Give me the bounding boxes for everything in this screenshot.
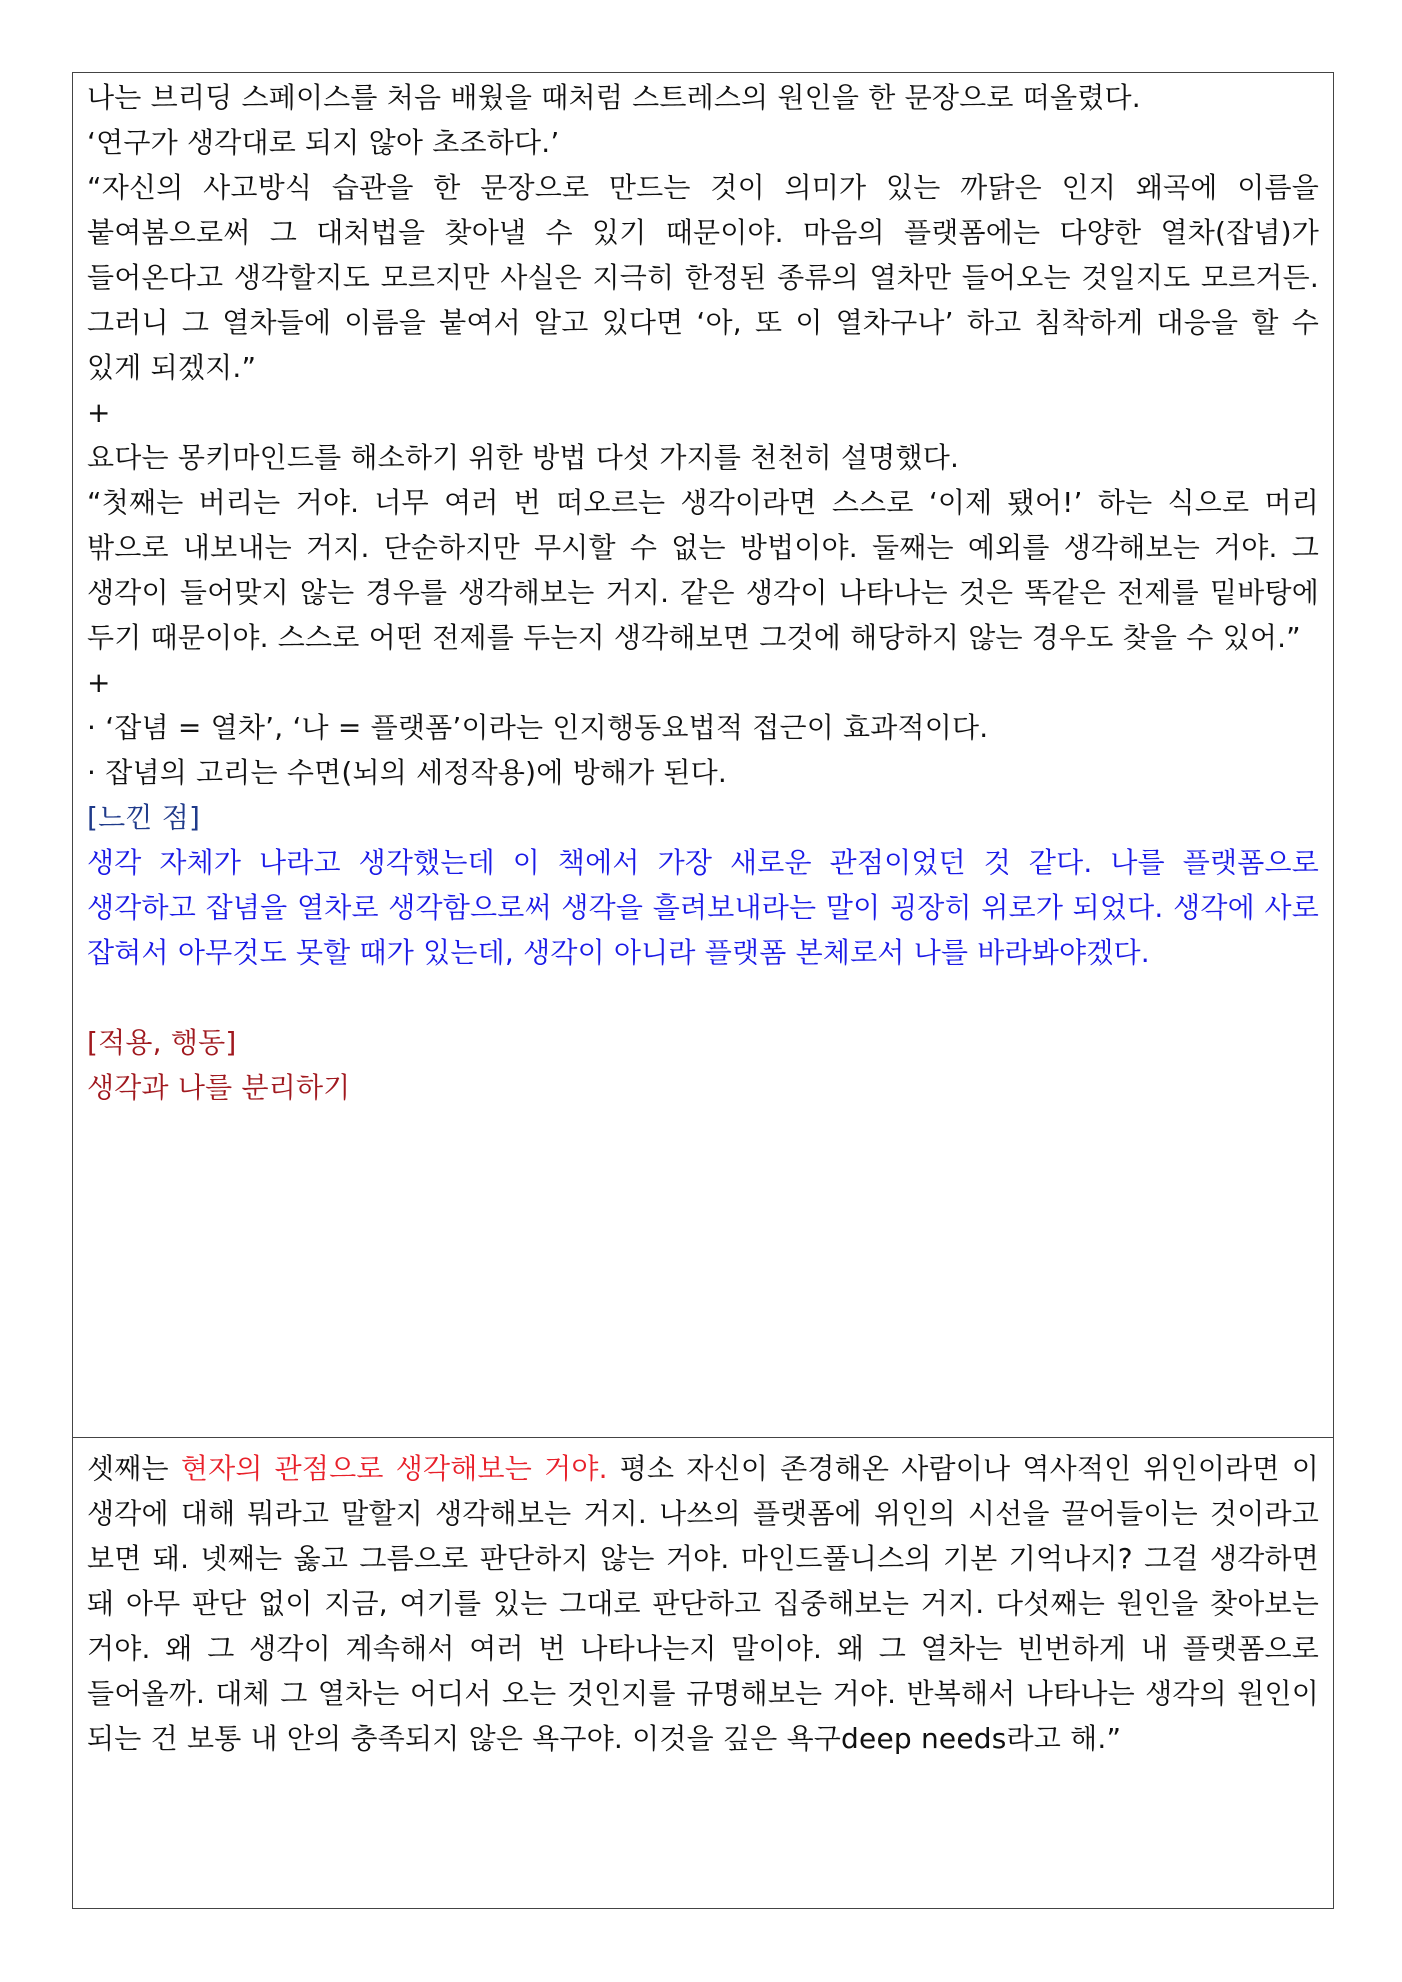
paragraph-third-to-fifth-method: [87, 1446, 1319, 1761]
paragraph-breathing-space: 나는 브리딩 스페이스를 처음 배웠을 때처럼 스트레스의 원인을 한 문장으로 떠올렸다.: [87, 81, 1141, 114]
plus-separator-1: +: [87, 396, 111, 429]
reflection-heading: [느낀 점]: [87, 801, 201, 834]
blank-line: [87, 975, 1319, 1020]
summary-cell: [73, 73, 1333, 1438]
third-method-rest: 평소 자신이 존경해온 사람이나 역사적인 위인이라면 이 생각에 대해 뭐라고 말할지 생각해보는 거지. 나쓰의 플랫폼에 위인의 시선을 끌어들이는 것이라고 보면 돼. 넷째는 옳고 그름으로 판단하지 않는 거야. 마인드풀니스의 기본 기억나지? 그걸 생각하면 돼 아무 판단 없이 지금, 여기를 있는 그대로 판단하고 집중해보는 거지. 다섯째는 원인을 찾아보는 거야. 왜 그 생각이 계속해서 여러 번 나타나는지 말이야. 왜 그 열차는 빈번하게 내 플랫폼으로 들어올까. 대체 그 열차는 어디서 오는 것인지를 규명해보는 거야. 반복해서 나타나는 생각의 원인이 되는 건 보통 내 안의 충족되지 않은 욕구야. 이것을 깊은 욕구deep needs라고 해.”: [87, 1452, 1319, 1755]
document-table: [72, 72, 1334, 1909]
action-body: 생각과 나를 분리하기: [87, 1071, 351, 1104]
quote-research-stress: ‘연구가 생각대로 되지 않아 초조하다.’: [87, 126, 560, 159]
paragraph-train-platform: “자신의 사고방식 습관을 한 문장으로 만드는 것이 의미가 있는 까닭은 인지 왜곡에 이름을 붙여봄으로써 그 대처법을 찾아낼 수 있기 때문이야. 마음의 플랫폼에는 다양한 열차(잡념)가 들어온다고 생각할지도 모르지만 사실은 지극히 한정된 종류의 열차만 들어오는 것일지도 모르거든. 그러니 그 열차들에 이름을 붙여서 알고 있다면 ‘아, 또 이 열차구나’ 하고 침착하게 대응을 할 수 있게 되겠지.”: [87, 171, 1319, 384]
reflection-body: 생각 자체가 나라고 생각했는데 이 책에서 가장 새로운 관점이었던 것 같다. 나를 플랫폼으로 생각하고 잡념을 열차로 생각함으로써 생각을 흘려보내라는 말이 굉장히 위로가 되었다. 생각에 사로 잡혀서 아무것도 못할 때가 있는데, 생각이 아니라 플랫폼 본체로서 나를 바라봐야겠다.: [87, 846, 1319, 969]
sage-perspective-highlight: 현자의 관점으로 생각해보는 거야.: [180, 1452, 608, 1485]
continuation-cell: [73, 1438, 1333, 1908]
paragraph-yoda-methods: 요다는 몽키마인드를 해소하기 위한 방법 다섯 가지를 천천히 설명했다.: [87, 441, 960, 474]
action-heading: [적용, 행동]: [87, 1026, 237, 1059]
plus-separator-2: +: [87, 666, 111, 699]
third-method-lead: 셋째는: [87, 1452, 181, 1485]
bullet-cbt-approach: · ‘잡념 = 열차’, ‘나 = 플랫폼’이라는 인지행동요법적 접근이 효과적이다.: [87, 711, 989, 744]
paragraph-first-second-method: “첫째는 버리는 거야. 너무 여러 번 떠오르는 생각이라면 스스로 ‘이제 됐어!’ 하는 식으로 머리 밖으로 내보내는 거지. 단순하지만 무시할 수 없는 방법이야. 둘째는 예외를 생각해보는 거야. 그 생각이 들어맞지 않는 경우를 생각해보는 거지. 같은 생각이 나타나는 것은 똑같은 전제를 밑바탕에 두기 때문이야. 스스로 어떤 전제를 두는지 생각해보면 그것에 해당하지 않는 경우도 찾을 수 있어.”: [87, 486, 1319, 654]
bullet-sleep-disruption: · 잡념의 고리는 수면(뇌의 세정작용)에 방해가 된다.: [87, 756, 728, 789]
